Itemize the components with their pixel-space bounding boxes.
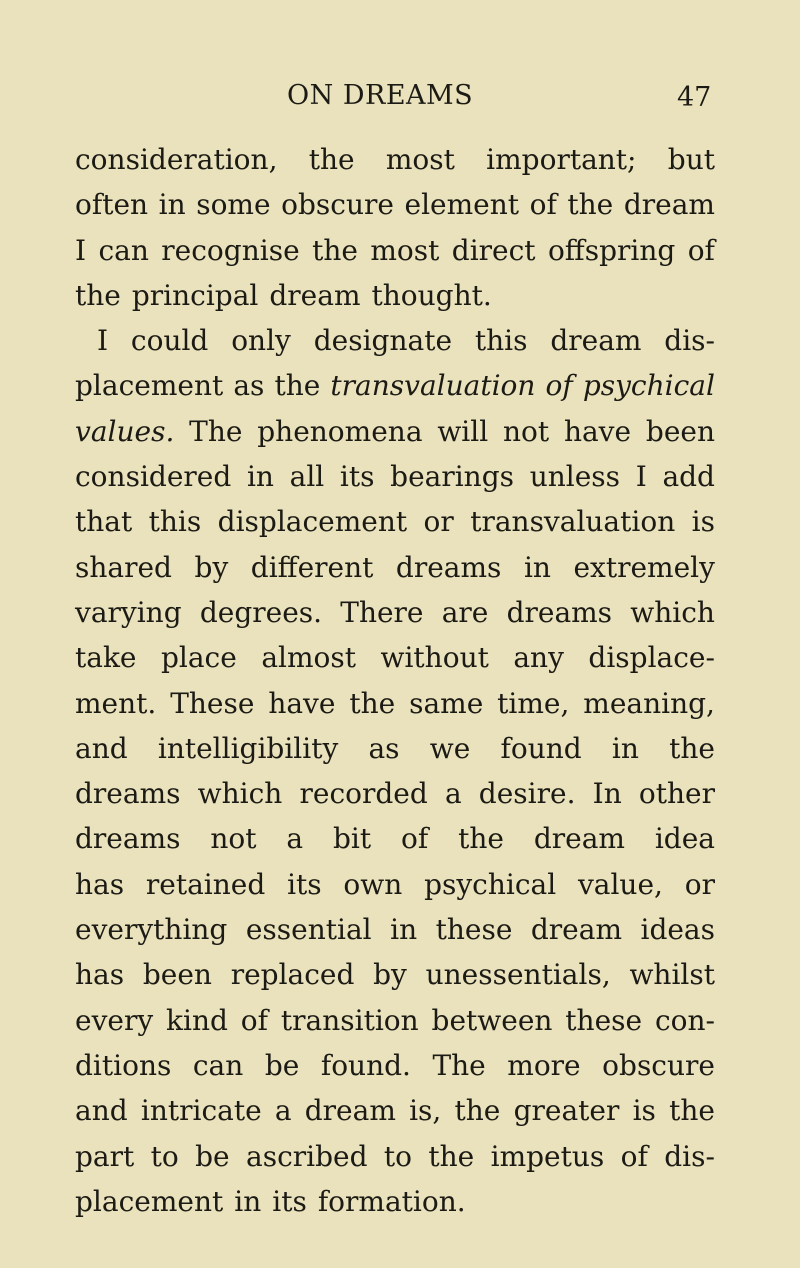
word: this — [474, 324, 528, 358]
text-line — [75, 454, 715, 499]
word: all — [289, 460, 325, 494]
word: intelligibility — [157, 731, 339, 765]
word: some — [196, 188, 271, 222]
word: the — [567, 188, 614, 222]
word: other — [638, 777, 715, 811]
word: the — [454, 1094, 501, 1128]
word: by — [373, 958, 407, 992]
word: or — [423, 505, 454, 539]
italic-word: values. — [75, 414, 175, 448]
text-line — [75, 182, 715, 227]
word: retained — [145, 867, 266, 901]
word: element — [404, 188, 520, 222]
text-line — [75, 998, 715, 1043]
word: ideas — [640, 913, 715, 947]
word: not — [502, 414, 550, 448]
text-line — [75, 318, 715, 363]
word: unessentials, — [425, 958, 611, 992]
word: dream — [550, 324, 642, 358]
word: idea — [654, 822, 715, 856]
word: These — [170, 686, 255, 720]
word: take — [75, 641, 137, 675]
word: most — [370, 233, 440, 267]
text-line — [75, 228, 715, 273]
word: the — [75, 278, 121, 312]
word: recorded — [299, 777, 428, 811]
word: only — [231, 324, 291, 358]
word: desire. — [478, 777, 576, 811]
word: that — [75, 505, 133, 539]
word: found — [500, 731, 582, 765]
page-number: 47 — [677, 82, 712, 113]
word: found. — [320, 1048, 411, 1082]
word: the — [349, 686, 396, 720]
word: to — [150, 1139, 179, 1173]
text-line — [75, 1088, 715, 1133]
italic-word: transvaluation — [330, 369, 536, 403]
word: but — [667, 143, 715, 176]
word: almost — [261, 641, 356, 675]
word: the — [458, 822, 504, 856]
word: ditions — [75, 1048, 172, 1082]
word: or — [684, 867, 715, 901]
word: greater — [513, 1094, 620, 1128]
word: and — [75, 731, 128, 765]
word: dream — [304, 1094, 396, 1128]
word: whilst — [629, 958, 715, 992]
word: can — [192, 1048, 244, 1082]
word: can — [98, 233, 149, 267]
text-line — [75, 1179, 715, 1224]
text-line — [75, 499, 715, 544]
word: bit — [332, 822, 372, 856]
word: value, — [577, 867, 663, 901]
italic-word: psychical — [582, 369, 715, 403]
word: which — [630, 595, 715, 629]
word: unless — [529, 460, 621, 494]
word: formation. — [317, 1184, 466, 1218]
word: considered — [75, 460, 232, 494]
word: direct — [451, 233, 536, 267]
word: the — [669, 1094, 715, 1128]
word: will — [437, 414, 489, 448]
text-line — [75, 952, 715, 997]
word: The — [432, 1048, 486, 1082]
word: add — [662, 460, 715, 494]
word: of — [620, 1139, 648, 1173]
word: obscure — [281, 188, 394, 222]
word: the — [274, 369, 321, 403]
word: a — [286, 822, 304, 856]
text-line — [75, 1134, 715, 1179]
italic-word: of — [545, 369, 573, 403]
word: thought. — [371, 278, 492, 312]
word: I — [97, 324, 109, 358]
text-line — [75, 409, 715, 454]
word: these — [565, 1003, 643, 1037]
text-line — [75, 862, 715, 907]
word: its — [339, 460, 375, 494]
word: placement — [75, 1184, 224, 1218]
word: dream — [530, 913, 622, 947]
word: In — [592, 777, 622, 811]
word: has — [75, 958, 125, 992]
word: intricate — [140, 1094, 262, 1128]
word: this — [148, 505, 202, 539]
word: transition — [280, 1003, 419, 1037]
word: con- — [654, 1003, 715, 1037]
text-line — [75, 363, 715, 408]
word: are — [441, 595, 489, 629]
word: psychical — [424, 867, 557, 901]
word: its — [287, 867, 322, 901]
word: any — [513, 641, 564, 675]
word: have — [563, 414, 632, 448]
word: has — [75, 867, 125, 901]
word: same — [409, 686, 484, 720]
word: degrees. — [199, 595, 323, 629]
running-head — [0, 80, 800, 120]
word: bearings — [390, 460, 515, 494]
word: ascribed — [246, 1139, 368, 1173]
word: in — [234, 1184, 262, 1218]
word: of — [401, 822, 429, 856]
word: the — [308, 143, 355, 176]
text-line — [75, 590, 715, 635]
text-line — [75, 1043, 715, 1088]
body-text — [75, 137, 715, 1224]
word: could — [130, 324, 209, 358]
word: part — [75, 1139, 135, 1173]
word: the — [669, 731, 715, 765]
word: dream — [533, 822, 625, 856]
word: varying — [75, 595, 182, 629]
word: own — [343, 867, 403, 901]
word: in — [523, 550, 551, 584]
text-line — [75, 771, 715, 816]
word: a — [274, 1094, 292, 1128]
word: obscure — [602, 1048, 715, 1082]
text-line — [75, 137, 715, 182]
word: between — [431, 1003, 553, 1037]
word: recognise — [161, 233, 300, 267]
word: have — [268, 686, 336, 720]
word: is — [632, 1094, 656, 1128]
word: and — [75, 1094, 128, 1128]
word: of — [687, 233, 715, 267]
word: of — [240, 1003, 269, 1037]
word: its — [272, 1184, 307, 1218]
word: in — [390, 913, 418, 947]
word: every — [75, 1003, 154, 1037]
word: dreams — [506, 595, 613, 629]
text-line — [75, 273, 715, 318]
word: everything — [75, 913, 228, 947]
word: without — [380, 641, 489, 675]
word: different — [250, 550, 374, 584]
word: phenomena — [257, 414, 423, 448]
word: dis- — [664, 324, 715, 358]
word: been — [142, 958, 212, 992]
word: these — [435, 913, 513, 947]
word: not — [210, 822, 257, 856]
word: dreams — [395, 550, 502, 584]
word: I — [635, 460, 647, 494]
word: The — [189, 414, 243, 448]
word: time, — [497, 686, 570, 720]
word: dream — [623, 188, 715, 222]
word: be — [264, 1048, 300, 1082]
word: in — [246, 460, 274, 494]
word: often — [75, 188, 149, 222]
word: which — [197, 777, 283, 811]
word: important; — [486, 143, 637, 176]
text-line — [75, 726, 715, 771]
word: principal — [131, 278, 259, 312]
word: impetus — [490, 1139, 605, 1173]
word: kind — [166, 1003, 228, 1037]
word: extremely — [573, 550, 715, 584]
word: meaning, — [583, 686, 715, 720]
word: There — [340, 595, 424, 629]
word: a — [444, 777, 462, 811]
word: dis- — [664, 1139, 715, 1173]
word: consideration, — [75, 143, 278, 176]
word: in — [158, 188, 186, 222]
word: be — [195, 1139, 230, 1173]
word: ment. — [75, 686, 157, 720]
word: by — [194, 550, 229, 584]
text-line — [75, 816, 715, 861]
word: shared — [75, 550, 172, 584]
text-line — [75, 681, 715, 726]
text-line — [75, 907, 715, 952]
word: more — [507, 1048, 581, 1082]
word: placement — [75, 369, 224, 403]
word: dreams — [75, 822, 181, 856]
word: in — [611, 731, 639, 765]
text-line — [75, 545, 715, 590]
word: we — [429, 731, 471, 765]
word: essential — [245, 913, 372, 947]
word: is — [691, 505, 715, 539]
word: transvaluation — [470, 505, 676, 539]
word: displace- — [588, 641, 715, 675]
word: is, — [409, 1094, 442, 1128]
word: I — [75, 233, 87, 267]
word: the — [428, 1139, 475, 1173]
running-title: ON DREAMS — [287, 80, 474, 111]
word: as — [233, 369, 265, 403]
word: of — [529, 188, 557, 222]
word: designate — [313, 324, 453, 358]
word: as — [368, 731, 400, 765]
word: displacement — [217, 505, 408, 539]
word: offspring — [547, 233, 676, 267]
word: the — [312, 233, 358, 267]
word: to — [383, 1139, 412, 1173]
word: dreams — [75, 777, 181, 811]
word: dream — [269, 278, 361, 312]
word: place — [160, 641, 237, 675]
word: been — [645, 414, 715, 448]
word: replaced — [230, 958, 355, 992]
text-line — [75, 635, 715, 680]
word: most — [385, 143, 455, 176]
